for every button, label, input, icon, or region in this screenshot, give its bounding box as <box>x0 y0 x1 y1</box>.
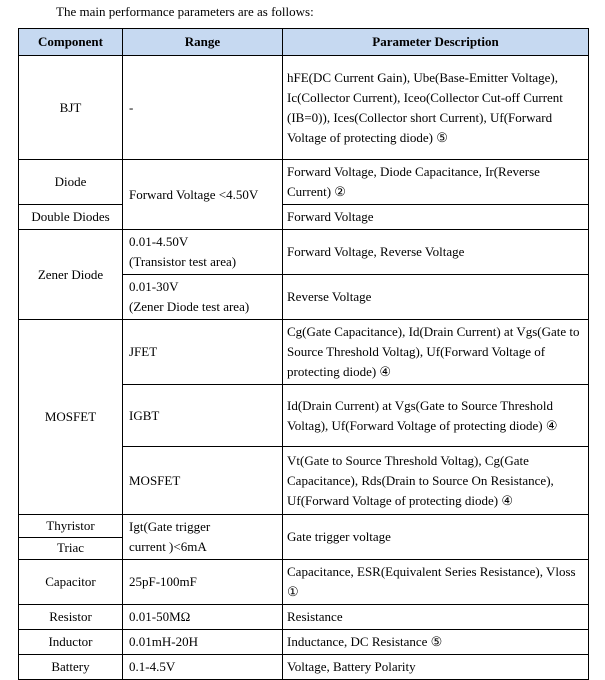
cell-gate-trigger-description: Gate trigger voltage <box>283 515 589 560</box>
cell-bjt-component: BJT <box>19 56 123 160</box>
table-row-double-diodes <box>19 205 589 230</box>
cell-resistor-component: Resistor <box>19 605 123 630</box>
cell-resistor-description: Resistance <box>283 605 589 630</box>
cell-inductor-range: 0.01mH-20H <box>123 630 283 655</box>
table-row-diode <box>19 160 589 205</box>
gate-trigger-range-line2: current )<6mA <box>129 539 207 554</box>
cell-diode-component: Diode <box>19 160 123 205</box>
intro-text: The main performance parameters are as follows: <box>56 4 314 19</box>
cell-capacitor-range: 25pF-100mF <box>123 560 283 605</box>
cell-mosfet-description: Vt(Gate to Source Threshold Voltag), Cg(Gate Capacitance), Rds(Drain to Source On Resistance), Uf(Forward Voltage of protecting diode) ④ <box>283 447 589 515</box>
cell-igbt-range: IGBT <box>123 385 283 447</box>
cell-bjt-description: hFE(DC Current Gain), Ube(Base-Emitter Voltage), Ic(Collector Current), Iceo(Collector Cut-off Current (IB=0)), Ices(Collector short Current), Uf(Forward Voltage of protecting diode) ⑤ <box>283 56 589 160</box>
table-row-bjt <box>19 56 589 160</box>
zener-range-2-value: 0.01-30V <box>129 279 179 294</box>
cell-jfet-range: JFET <box>123 320 283 385</box>
cell-battery-component: Battery <box>19 655 123 680</box>
cell-mosfet-component: MOSFET <box>19 320 123 515</box>
zener-range-1-area: (Transistor test area) <box>129 254 237 269</box>
cell-bjt-range: - <box>123 56 283 160</box>
cell-capacitor-component: Capacitor <box>19 560 123 605</box>
table-row-battery <box>19 655 589 680</box>
header-range: Range <box>123 29 283 56</box>
table-row-inductor <box>19 630 589 655</box>
cell-gate-trigger-range <box>123 515 283 560</box>
table-row-resistor <box>19 605 589 630</box>
cell-battery-range: 0.1-4.5V <box>123 655 283 680</box>
header-component: Component <box>19 29 123 56</box>
table-row-zener-1 <box>19 230 589 275</box>
cell-inductor-description: Inductance, DC Resistance ⑤ <box>283 630 589 655</box>
table-row-thyristor <box>19 515 589 538</box>
table-row-jfet <box>19 320 589 385</box>
cell-zener-range-1 <box>123 230 283 275</box>
table-row-capacitor <box>19 560 589 605</box>
cell-capacitor-description: Capacitance, ESR(Equivalent Series Resistance), Vloss ① <box>283 560 589 605</box>
cell-diode-range: Forward Voltage <4.50V <box>123 160 283 230</box>
cell-battery-description: Voltage, Battery Polarity <box>283 655 589 680</box>
cell-zener-component: Zener Diode <box>19 230 123 320</box>
zener-range-1-value: 0.01-4.50V <box>129 234 189 249</box>
gate-trigger-range-line1: Igt(Gate trigger <box>129 519 211 534</box>
cell-resistor-range: 0.01-50MΩ <box>123 605 283 630</box>
cell-triac-component: Triac <box>19 537 123 560</box>
parameters-table <box>18 28 589 680</box>
header-description: Parameter Description <box>283 29 589 56</box>
zener-range-2-area: (Zener Diode test area) <box>129 299 250 314</box>
table-header-row <box>19 29 589 56</box>
cell-zener-range-2 <box>123 275 283 320</box>
cell-jfet-description: Cg(Gate Capacitance), Id(Drain Current) at Vgs(Gate to Source Threshold Voltag), Uf(Forward Voltage of protecting diode) ④ <box>283 320 589 385</box>
cell-diode-description: Forward Voltage, Diode Capacitance, Ir(Reverse Current) ② <box>283 160 589 205</box>
cell-double-diodes-component: Double Diodes <box>19 205 123 230</box>
cell-zener-description-2: Reverse Voltage <box>283 275 589 320</box>
cell-inductor-component: Inductor <box>19 630 123 655</box>
cell-zener-description-1: Forward Voltage, Reverse Voltage <box>283 230 589 275</box>
cell-double-diodes-description: Forward Voltage <box>283 205 589 230</box>
cell-thyristor-component: Thyristor <box>19 515 123 538</box>
cell-mosfet-range: MOSFET <box>123 447 283 515</box>
cell-igbt-description: Id(Drain Current) at Vgs(Gate to Source Threshold Voltag), Uf(Forward Voltage of protecting diode) ④ <box>283 385 589 447</box>
